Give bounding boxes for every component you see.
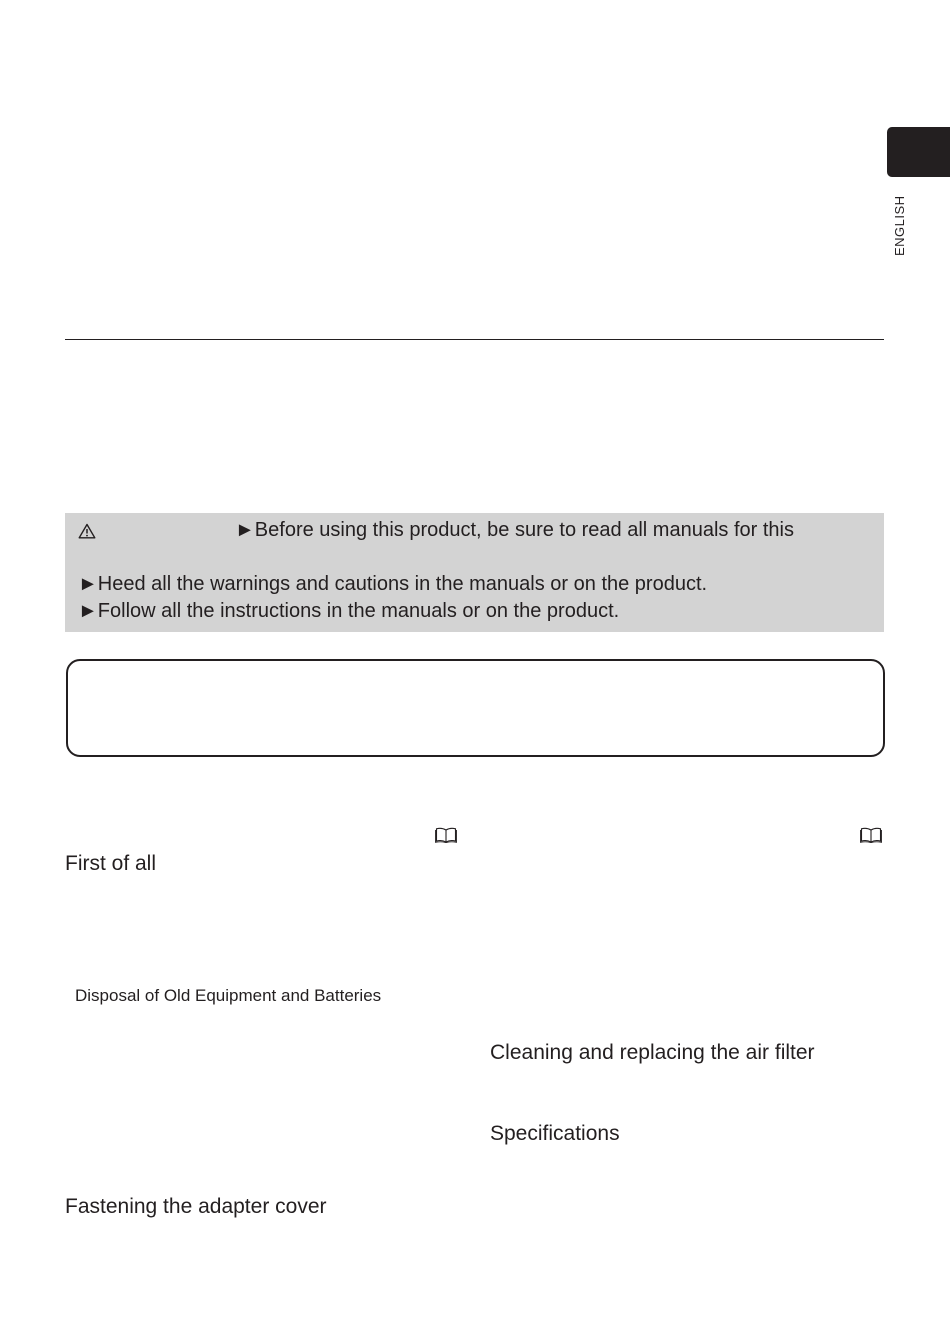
book-icon xyxy=(435,827,457,843)
toc-entry-first-of-all[interactable]: First of all xyxy=(65,852,157,875)
toc-entry-air-filter[interactable]: Cleaning and replacing the air filter xyxy=(490,1041,815,1064)
book-icon xyxy=(860,827,882,843)
warning-triangle-icon xyxy=(78,523,96,539)
warning-text-heed-warnings: ►Heed all the warnings and cautions in the manuals or on the product. xyxy=(78,573,708,595)
language-tab-marker xyxy=(887,127,950,177)
notice-frame xyxy=(66,659,885,757)
warning-panel xyxy=(65,513,884,632)
toc-entry-disposal[interactable]: Disposal of Old Equipment and Batteries xyxy=(75,986,382,1005)
toc-entry-specifications[interactable]: Specifications xyxy=(490,1122,620,1145)
language-label: ENGLISH xyxy=(892,195,907,256)
warning-text-follow-instructions: ►Follow all the instructions in the manuals or on the product. xyxy=(78,600,620,622)
title-divider xyxy=(65,339,884,340)
toc-entry-adapter-cover[interactable]: Fastening the adapter cover xyxy=(65,1195,327,1218)
warning-text-read-manuals: ►Before using this product, be sure to read all manuals for this xyxy=(235,519,794,541)
